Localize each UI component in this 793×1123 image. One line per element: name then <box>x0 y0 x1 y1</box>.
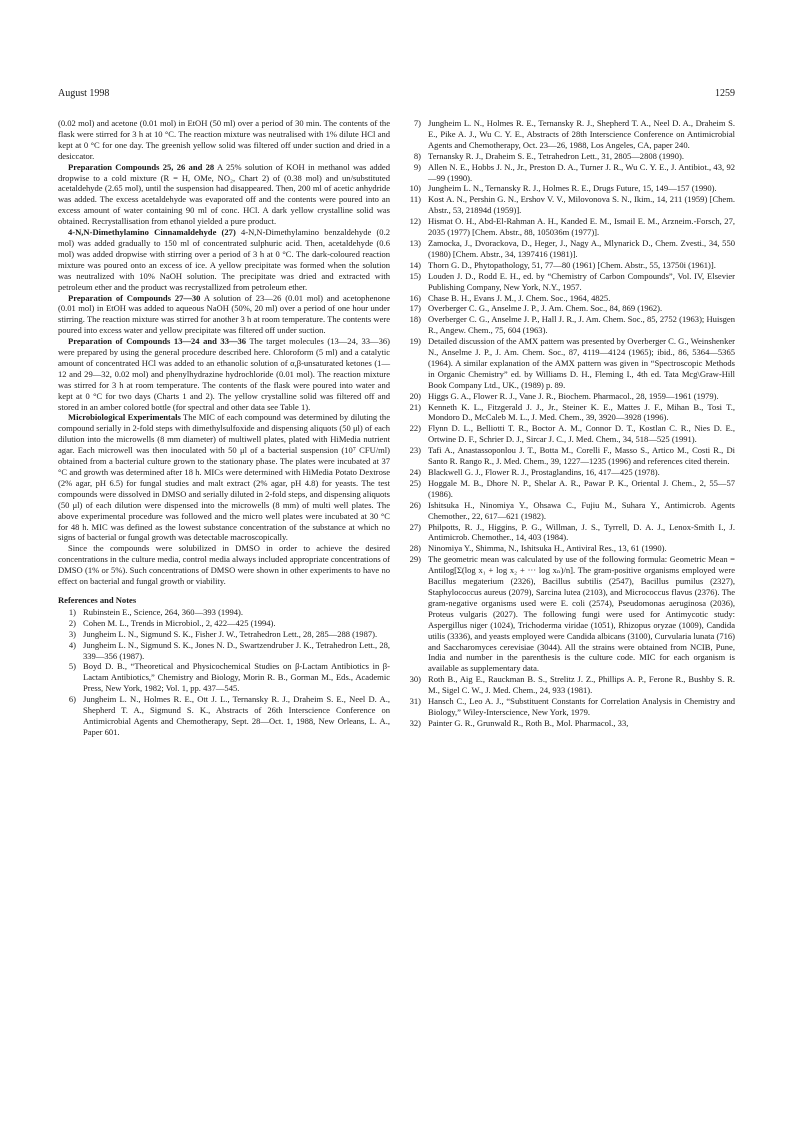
reference-item: 8) Ternansky R. J., Draheim S. E., Tetrahedron Lett., 31, 2805—2808 (1990). <box>413 150 684 161</box>
reference-item: 6) Jungheim L. N., Holmes R. E., Ott J. L., Ternansky R. J., Draheim S. E., Neel D. A., Shepherd T. A., Sigmund S. K., Abstracts of 26th Interscience Conference on Antimicrobial Agents and Chemotherapy, Sept. 28—Oct. 1, 1988, New Orleans, L. A., Paper 601. <box>68 694 390 737</box>
section-title: Preparation Compounds 25, 26 and 28 <box>68 161 215 172</box>
reference-item: 23) Tafi A., Anastassoponlou J. T., Botta M., Corelli F., Masso S., Artico M., Costi R., Di Santo R. Rango R., J. Med. Chem., 39, 1227—1235 (1996) and references cited therein. <box>409 445 735 467</box>
reference-item: 19) Detailed discussion of the AMX pattern was presented by Overberger C. G., Weinshenker N., Anselme J. P., J. Am. Chem. Soc., 87, 4119—4124 (1965); ibid., 86, 5364—5365 (1964). A similar explanation of the AMX pattern was given in “Spectroscopic Methods in Organic Chemistry” ed. by Williams D. H., Fleming I., 4th ed. Tata Mcg\Graw-Hill Book Company Ltd., UK., (1989) p. 89. <box>409 336 735 390</box>
reference-item: 26) Ishitsuka H., Ninomiya Y., Ohsawa C., Fujiu M., Suhara Y., Antimicrob. Agents Chemother., 22, 617—621 (1982). <box>409 499 735 521</box>
body-paragraph: Preparation of Compounds 27—30 A solution of 23—26 (0.01 mol) and acetophenone (0.01 mol) in EtOH was added to aqueous NaOH (50%, 20 ml) over a period of one hour under stirring. The reaction mixture was stirred for another 3 h at room temperature. The contents were poured into excess water and yellow precipitate was filtered off under suction. <box>58 292 391 336</box>
reference-item: 32) Painter G. R., Grunwald R., Roth B., Mol. Pharmacol., 33, <box>409 717 629 728</box>
reference-item: 30) Roth B., Aig E., Rauckman B. S., Strelitz J. Z., Phillips A. P., Ferone R., Bushby S. R. M., Sigel C. W., J. Med. Chem., 24, 933 (1981). <box>409 674 735 696</box>
reference-item: 28) Ninomiya Y., Shimma, N., Ishitsuka H., Antiviral Res., 13, 61 (1990). <box>409 543 667 554</box>
section-title: Microbiological Experimentals <box>68 412 181 423</box>
section-title: 4-N,N-Dimethylamino Cinnamaldehyde (27) <box>68 227 236 238</box>
reference-item: 7) Jungheim L. N., Holmes R. E., Ternansky R. J., Shepherd T. A., Neel D. A., Draheim S. E., Pike A. J., Wu C. Y. E., Abstracts of 28th Interscience Conference on Antimicrobial Agents and Chemotherapy, Oct. 23—26, 1988, Los Angeles, CA, paper 240. <box>413 118 735 150</box>
reference-item: 2) Cohen M. L., Trends in Microbiol., 2, 422—425 (1994). <box>68 617 276 628</box>
reference-item: 29) The geometric mean was calculated by use of the following formula: Geometric Mean = Antilog[Σ(log x₁ + log x₂ + ··· log xₙ)/n]. The gram-positive organisms employed were Bacillus megaterium (2326), Bacillus subtilis (2547), Bacillus pumilus (2327), Staphylococcus aureus (2079), Sarcina lutea (2103), and Micrococcus flavus (2376). The gram-negative organisms used were E. coli (2574), Pseudomonas aeruginosa (2036), Proteus vulgaris (2027). The following fungi were used for Antimycotic study: Aspergillus niger (1024), Trichoderma viridae (1051), Rhizopus oryzae (1009), Candida utilis (3336), and yeasts employed were Candida albicans (3100), Curvularia lunata (716) and Saccharomyces cerevisiae (3044). All the strains were obtained from NCIB, Pune, India and number in the parenthesis is the culture code. MIC for each organism is available as supplementary data. <box>409 554 735 674</box>
body-paragraph: (0.02 mol) and acetone (0.01 mol) in EtOH (50 ml) over a period of 30 min. The contents of the flask were stirred for 3 h at 10 °C. The reaction mixture was neutralised with 1% dilute HCl and kept at 0 °C for one day. The greenish yellow solid was filtered off under suction and dried in a desiccator. <box>58 118 390 161</box>
body-paragraph: Microbiological Experimentals The MIC of each compound was determined by diluting the compound serially in 2-fold steps with dimethylsulfoxide and dispensing aliquots (50 μl) of each dilution into the microwells (8 mm diameter) of multiwell plates, plated with HiMedia nutrient agar. Each microwell was then inoculated with 50 μl of a bacterial suspension (10⁷ CFU/ml) obtained from a bacterial culture grown to the stationary phase. The plates were incubated at 37 °C and growth was determined after 18 h. MICs were determined with HiMedia Potato Dextrose (2% agar, pH 6.5) for fungal studies and malt extract (2% agar, pH 4.8) for yeasts. The test compounds were dissolved in DMSO and serially diluted in 2-fold steps, and dispensing aliquots (50 μl) of each dilution were dispensed into the microwells (8 mm) of multi well plates. The above experimental procedure was followed and the micro well plates were incubated at 30 °C for 48 h. MIC was defined as the lowest substance concentration of the substance at which no signs of bacterial or fungal growth was detectable macroscopically. <box>58 412 390 543</box>
section-title: Preparation of Compounds 13—24 and 33—36 <box>68 336 247 347</box>
reference-item: 27) Philpotts, R. J., Higgins, P. G., Willman, J. S., Tyrrell, D. A. J., Lenox-Smith I., J. Antimicrob. Chemother., 14, 403 (1984). <box>409 521 735 543</box>
reference-item: 12) Hismat O. H., Abd-El-Rahman A. H., Kanded E. M., Ismail E. M., Arzneim.-Forsch, 27, 2035 (1977) [Chem. Abstr., 88, 105036m (1977)]. <box>409 216 735 238</box>
body-paragraph: Preparation of Compounds 13—24 and 33—36 The target molecules (13—24, 33—36) were prepared by using the general procedure described here. Chloroform (5 ml) and a catalytic amount of concentrated HCl was added to an ethanolic solution of α,β-unsaturated ketones (1—12 and 29—32, 0.02 mol) and phenylhydrazine hydrochloride (0.01 mol). The reaction mixture was stirred for 3 h at room temperature. The contents of the flask were poured into water and kept at 0 °C for two days (Charts 1 and 2). The yellow crystalline solid was filtered off and stored in an amber colored bottle (for spectral and other data see Table 1). <box>58 336 390 412</box>
references-heading: References and Notes <box>58 594 137 605</box>
reference-item: 9) Allen N. E., Hobbs J. N., Jr., Preston D. A., Turner J. R., Wu C. Y. E., J. Antibiot., 43, 92—99 (1990). <box>413 161 735 183</box>
reference-item: 5) Boyd D. B., “Theoretical and Physicochemical Studies on β-Lactam Antibiotics in β-Lactam Antibiotics,” Chemistry and Biology, Morin R. B., Gorman M., Eds., Academic Press, New York, 1982; Vol. 1, pp. 437—545. <box>68 661 390 694</box>
reference-item: 31) Hansch C., Leo A. J., “Substituent Constants for Correlation Analysis in Chemistry and Biology,” Wiley-Interscience, New York, 1979. <box>409 696 735 717</box>
left-column <box>58 118 390 738</box>
reference-item: 4) Jungheim L. N., Sigmund S. K., Jones N. D., Swartzendruber J. K., Tetrahedron Lett., 28, 339—356 (1987). <box>68 639 390 661</box>
reference-item: 17) Overberger C. G., Anselme J. P., J. Am. Chem. Soc., 84, 869 (1962). <box>409 303 663 314</box>
body-paragraph: 4-N,N-Dimethylamino Cinnamaldehyde (27) 4-N,N-Dimethylamino benzaldehyde (0.2 mol) was added gradually to 150 ml of concentrated sulphuric acid. Then, acetaldehyde (0.6 mol) was added dropwise with stirring over a period of 3 h at 0 °C. The dark-coloured reaction mixture was poured onto an excess of ice. A yellow precipitate was formed when the solution was neutralized with 10% NaOH solution. The precipitate was dried and extracted with petroleum ether and the product was recrystallized from petroleum ether. <box>58 227 390 292</box>
section-title: Preparation of Compounds 27—30 <box>68 292 201 303</box>
reference-item: 18) Overberger C. G., Anselme J. P., Hall J. R., J. Am. Chem. Soc., 85, 2752 (1963); Huisgen R., Angew. Chem., 75, 604 (1963). <box>409 314 735 336</box>
reference-item: 20) Higgs G. A., Flower R. J., Vane J. R., Biochem. Pharmacol., 28, 1959—1961 (1979). <box>409 390 719 401</box>
reference-item: 10) Jungheim L. N., Ternansky R. J., Holmes R. E., Drugs Future, 15, 149—157 (1990). <box>409 183 717 194</box>
reference-item: 25) Hoggale M. B., Dhore N. P., Shelar A. R., Pawar P. K., Oriental J. Chem., 2, 55—57 (1986). <box>409 477 735 499</box>
running-header <box>58 88 735 102</box>
reference-item: 11) Kost A. N., Pershin G. N., Ershov V. V., Milovonova S. N., Ikim., 14, 211 (1959) [Chem. Abstr., 53, 21894d (1959)]. <box>409 194 735 216</box>
right-column <box>403 118 735 729</box>
journal-date: August 1998 <box>58 88 110 99</box>
page-number: 1259 <box>715 88 735 99</box>
reference-item: 22) Flynn D. L., Belliotti T. R., Boctor A. M., Connor D. T., Kostlan C. R., Nies D. E., Ortwine D. F., Schrier D. J., Sircar J. C., J. Med. Chem., 34, 518—525 (1991). <box>409 423 735 445</box>
reference-item: 14) Thorn G. D., Phytopathology, 51, 77—80 (1961) [Chem. Abstr., 55, 13750i (1961)]. <box>409 259 716 270</box>
reference-item: 16) Chase B. H., Evans J. M., J. Chem. Soc., 1964, 4825. <box>409 292 611 303</box>
reference-item: 13) Zamocka, J., Dvorackova, D., Heger, J., Nagy A., Mlynarick D., Chem. Zvesti., 34, 550 (1980) [Chem. Abstr., 34, 1397416 (1981)]. <box>409 237 735 259</box>
reference-item: 24) Blackwell G. J., Flower R. J., Prostaglandins, 16, 417—425 (1978). <box>409 467 660 477</box>
reference-item: 21) Kenneth K. L., Fitzgerald J. J., Jr., Steiner K. E., Mattes J. F., Mihan B., Tosi T., Mondoro D., McCaleb M. L., J. Med. Chem., 39, 3920—3928 (1996). <box>409 401 735 423</box>
reference-item: 15) Louden J. D., Rodd E. H., ed. by “Chemistry of Carbon Compounds”, Vol. IV, Elsevier Publishing Company, New York, N.Y., 1957. <box>409 270 735 292</box>
body-paragraph: Since the compounds were solubilized in DMSO in order to achieve the desired concentrations in the culture media, control media always included appropriate concentrations of DMSO (1% or 5%). Such concentrations of DMSO were shown in other experiments to have no effect on bacterial and fungal growth or viability. <box>58 543 390 587</box>
reference-item: 1) Rubinstein E., Science, 264, 360—393 (1994). <box>68 606 243 617</box>
reference-item: 3) Jungheim L. N., Sigmund S. K., Fisher J. W., Tetrahedron Lett., 28, 285—288 (1987). <box>68 628 378 639</box>
body-paragraph: Preparation Compounds 25, 26 and 28 A 25% solution of KOH in methanol was added dropwise to a cold mixture (R = H, OMe, NO₂, Chart 2) of (0.38 mol) and un/substituted acetaldehyde (2.65 mol), until the suspension had disappeared. Then, 200 ml of acetic anhydride was added. The excess acetaldehyde was evaporated off and the contents were poured into an excess amount of water containing 90 ml of conc. HCl. A dark yellow crystalline solid was obtained. Recrystallisation from ethanol yielded a pure product. <box>58 161 390 227</box>
